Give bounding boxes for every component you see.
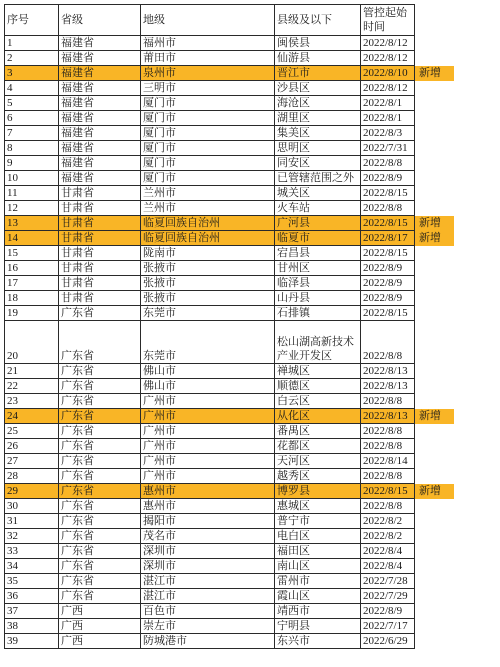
cell-note — [415, 321, 455, 364]
cell-index: 29 — [5, 484, 59, 499]
table-row — [5, 559, 455, 574]
cell-province: 福建省 — [59, 51, 141, 66]
cell-province: 福建省 — [59, 96, 141, 111]
cell-city: 东莞市 — [141, 321, 275, 364]
cell-note — [415, 364, 455, 379]
cell-date: 2022/8/15 — [361, 186, 415, 201]
cell-date: 2022/7/31 — [361, 141, 415, 156]
cell-index: 14 — [5, 231, 59, 246]
cell-note — [415, 589, 455, 604]
cell-province: 甘肃省 — [59, 201, 141, 216]
cell-note — [415, 544, 455, 559]
cell-index: 7 — [5, 126, 59, 141]
cell-city: 广州市 — [141, 394, 275, 409]
cell-note — [415, 126, 455, 141]
cell-province: 甘肃省 — [59, 261, 141, 276]
table-row — [5, 231, 455, 246]
cell-province: 广西 — [59, 619, 141, 634]
table-row — [5, 619, 455, 634]
cell-date: 2022/8/12 — [361, 36, 415, 51]
header-index: 序号 — [5, 5, 59, 36]
cell-date: 2022/8/2 — [361, 529, 415, 544]
cell-note — [415, 81, 455, 96]
table-row — [5, 201, 455, 216]
cell-date: 2022/8/15 — [361, 216, 415, 231]
cell-county: 靖西市 — [275, 604, 361, 619]
cell-city: 深圳市 — [141, 544, 275, 559]
table-row — [5, 171, 455, 186]
cell-city: 厦门市 — [141, 171, 275, 186]
cell-province: 广西 — [59, 604, 141, 619]
cell-county: 番禺区 — [275, 424, 361, 439]
cell-province: 广东省 — [59, 321, 141, 364]
cell-index: 9 — [5, 156, 59, 171]
cell-index: 23 — [5, 394, 59, 409]
cell-note — [415, 499, 455, 514]
cell-date: 2022/8/8 — [361, 156, 415, 171]
cell-province: 广东省 — [59, 484, 141, 499]
table-row — [5, 291, 455, 306]
cell-date: 2022/8/12 — [361, 81, 415, 96]
cell-province: 广东省 — [59, 306, 141, 321]
cell-county: 从化区 — [275, 409, 361, 424]
cell-note — [415, 559, 455, 574]
cell-province: 甘肃省 — [59, 246, 141, 261]
table-row — [5, 186, 455, 201]
cell-city: 广州市 — [141, 424, 275, 439]
cell-city: 惠州市 — [141, 484, 275, 499]
table-row — [5, 364, 455, 379]
cell-province: 广东省 — [59, 439, 141, 454]
cell-index: 37 — [5, 604, 59, 619]
header-note — [415, 5, 455, 36]
cell-index: 30 — [5, 499, 59, 514]
cell-date: 2022/8/15 — [361, 484, 415, 499]
cell-index: 10 — [5, 171, 59, 186]
table-row — [5, 156, 455, 171]
cell-date: 2022/8/8 — [361, 201, 415, 216]
cell-county: 火车站 — [275, 201, 361, 216]
cell-date: 2022/8/4 — [361, 559, 415, 574]
cell-city: 深圳市 — [141, 559, 275, 574]
cell-note — [415, 514, 455, 529]
cell-county: 惠城区 — [275, 499, 361, 514]
cell-index: 22 — [5, 379, 59, 394]
cell-county: 普宁市 — [275, 514, 361, 529]
table-row — [5, 321, 455, 364]
table-row — [5, 81, 455, 96]
cell-county: 电白区 — [275, 529, 361, 544]
cell-date: 2022/8/13 — [361, 409, 415, 424]
cell-index: 36 — [5, 589, 59, 604]
cell-date: 2022/8/13 — [361, 364, 415, 379]
cell-county: 宕昌县 — [275, 246, 361, 261]
cell-note — [415, 246, 455, 261]
cell-city: 湛江市 — [141, 589, 275, 604]
header-date-line1: 管控起始 — [363, 6, 407, 19]
cell-note — [415, 306, 455, 321]
cell-index: 11 — [5, 186, 59, 201]
cell-county: 集美区 — [275, 126, 361, 141]
cell-city: 福州市 — [141, 36, 275, 51]
table-row — [5, 66, 455, 81]
table-row — [5, 379, 455, 394]
cell-city: 厦门市 — [141, 126, 275, 141]
cell-county: 海沧区 — [275, 96, 361, 111]
table-row — [5, 306, 455, 321]
header-province: 省级 — [59, 5, 141, 36]
cell-note — [415, 96, 455, 111]
cell-index: 24 — [5, 409, 59, 424]
cell-city: 崇左市 — [141, 619, 275, 634]
cell-city: 广州市 — [141, 409, 275, 424]
cell-index: 27 — [5, 454, 59, 469]
cell-date: 2022/8/14 — [361, 454, 415, 469]
cell-index: 5 — [5, 96, 59, 111]
cell-city: 佛山市 — [141, 364, 275, 379]
cell-province: 福建省 — [59, 126, 141, 141]
cell-note — [415, 529, 455, 544]
cell-date: 2022/8/9 — [361, 604, 415, 619]
table-row — [5, 96, 455, 111]
cell-index: 18 — [5, 291, 59, 306]
cell-county: 已管辖范围之外 — [275, 171, 361, 186]
spreadsheet — [4, 4, 455, 649]
cell-index: 6 — [5, 111, 59, 126]
cell-note — [415, 276, 455, 291]
cell-index: 31 — [5, 514, 59, 529]
cell-index: 25 — [5, 424, 59, 439]
header-row — [5, 5, 455, 36]
cell-county: 花都区 — [275, 439, 361, 454]
table-row — [5, 394, 455, 409]
cell-date: 2022/8/9 — [361, 261, 415, 276]
table-row — [5, 484, 455, 499]
table-row — [5, 454, 455, 469]
header-date-line2: 时间 — [363, 20, 385, 33]
cell-note — [415, 186, 455, 201]
cell-county: 城关区 — [275, 186, 361, 201]
cell-index: 15 — [5, 246, 59, 261]
cell-county: 山丹县 — [275, 291, 361, 306]
cell-county: 禅城区 — [275, 364, 361, 379]
cell-province: 广东省 — [59, 559, 141, 574]
table-row — [5, 51, 455, 66]
cell-date: 2022/8/8 — [361, 394, 415, 409]
table-row — [5, 216, 455, 231]
cell-note — [415, 291, 455, 306]
cell-note: 新增 — [415, 231, 455, 246]
cell-date: 2022/8/9 — [361, 171, 415, 186]
table-row — [5, 499, 455, 514]
cell-county: 宁明县 — [275, 619, 361, 634]
cell-date: 2022/8/3 — [361, 126, 415, 141]
cell-note — [415, 141, 455, 156]
cell-county: 仙游县 — [275, 51, 361, 66]
cell-note — [415, 201, 455, 216]
cell-date: 2022/8/9 — [361, 291, 415, 306]
cell-province: 福建省 — [59, 156, 141, 171]
cell-city: 百色市 — [141, 604, 275, 619]
cell-city: 陇南市 — [141, 246, 275, 261]
cell-date: 2022/7/29 — [361, 589, 415, 604]
cell-province: 福建省 — [59, 141, 141, 156]
cell-county: 南山区 — [275, 559, 361, 574]
cell-county: 同安区 — [275, 156, 361, 171]
table-row — [5, 469, 455, 484]
cell-index: 26 — [5, 439, 59, 454]
cell-county: 天河区 — [275, 454, 361, 469]
cell-city: 厦门市 — [141, 141, 275, 156]
cell-date: 2022/8/8 — [361, 439, 415, 454]
cell-date: 2022/8/8 — [361, 499, 415, 514]
cell-city: 佛山市 — [141, 379, 275, 394]
cell-province: 广东省 — [59, 574, 141, 589]
cell-date: 2022/8/2 — [361, 514, 415, 529]
cell-province: 广东省 — [59, 529, 141, 544]
table-body — [5, 36, 455, 649]
cell-note: 新增 — [415, 409, 455, 424]
cell-note — [415, 261, 455, 276]
cell-date: 2022/8/12 — [361, 51, 415, 66]
cell-date: 2022/8/4 — [361, 544, 415, 559]
table-row — [5, 634, 455, 649]
cell-province: 广东省 — [59, 379, 141, 394]
cell-note — [415, 424, 455, 439]
cell-city: 兰州市 — [141, 186, 275, 201]
table-row — [5, 276, 455, 291]
table-row — [5, 589, 455, 604]
cell-city: 揭阳市 — [141, 514, 275, 529]
cell-index: 39 — [5, 634, 59, 649]
cell-index: 38 — [5, 619, 59, 634]
cell-index: 35 — [5, 574, 59, 589]
cell-city: 张掖市 — [141, 276, 275, 291]
table-row — [5, 246, 455, 261]
header-date — [361, 5, 415, 36]
cell-index: 28 — [5, 469, 59, 484]
cell-county: 东兴市 — [275, 634, 361, 649]
cell-index: 19 — [5, 306, 59, 321]
cell-index: 32 — [5, 529, 59, 544]
cell-city: 临夏回族自治州 — [141, 231, 275, 246]
cell-index: 17 — [5, 276, 59, 291]
cell-date: 2022/6/29 — [361, 634, 415, 649]
cell-note — [415, 156, 455, 171]
cell-province: 福建省 — [59, 66, 141, 81]
cell-city: 广州市 — [141, 454, 275, 469]
cell-note: 新增 — [415, 484, 455, 499]
cell-note — [415, 111, 455, 126]
cell-province: 甘肃省 — [59, 276, 141, 291]
cell-date: 2022/8/8 — [361, 424, 415, 439]
cell-city: 兰州市 — [141, 201, 275, 216]
header-county: 县级及以下 — [275, 5, 361, 36]
cell-index: 3 — [5, 66, 59, 81]
table-row — [5, 261, 455, 276]
cell-county: 白云区 — [275, 394, 361, 409]
table-row — [5, 604, 455, 619]
table-row — [5, 424, 455, 439]
cell-date: 2022/8/9 — [361, 276, 415, 291]
table-row — [5, 529, 455, 544]
cell-note — [415, 634, 455, 649]
table-row — [5, 141, 455, 156]
table-row — [5, 514, 455, 529]
cell-index: 1 — [5, 36, 59, 51]
cell-city: 防城港市 — [141, 634, 275, 649]
cell-city: 泉州市 — [141, 66, 275, 81]
cell-date: 2022/8/15 — [361, 246, 415, 261]
cell-province: 广东省 — [59, 514, 141, 529]
cell-index: 34 — [5, 559, 59, 574]
cell-city: 厦门市 — [141, 156, 275, 171]
cell-province: 广东省 — [59, 544, 141, 559]
cell-province: 广东省 — [59, 394, 141, 409]
cell-county: 福田区 — [275, 544, 361, 559]
cell-note — [415, 51, 455, 66]
cell-index: 16 — [5, 261, 59, 276]
cell-note — [415, 379, 455, 394]
cell-date: 2022/8/13 — [361, 379, 415, 394]
cell-city: 厦门市 — [141, 96, 275, 111]
cell-county: 思明区 — [275, 141, 361, 156]
cell-note — [415, 469, 455, 484]
cell-city: 惠州市 — [141, 499, 275, 514]
cell-city: 莆田市 — [141, 51, 275, 66]
cell-city: 厦门市 — [141, 111, 275, 126]
cell-county: 广河县 — [275, 216, 361, 231]
cell-note: 新增 — [415, 66, 455, 81]
cell-date: 2022/8/8 — [361, 321, 415, 364]
cell-note — [415, 619, 455, 634]
cell-province: 广东省 — [59, 469, 141, 484]
cell-date: 2022/8/15 — [361, 306, 415, 321]
cell-province: 福建省 — [59, 171, 141, 186]
cell-note: 新增 — [415, 216, 455, 231]
cell-date: 2022/8/17 — [361, 231, 415, 246]
cell-index: 33 — [5, 544, 59, 559]
cell-county: 临泽县 — [275, 276, 361, 291]
cell-city: 广州市 — [141, 439, 275, 454]
cell-date: 2022/8/10 — [361, 66, 415, 81]
cell-index: 2 — [5, 51, 59, 66]
cell-province: 甘肃省 — [59, 216, 141, 231]
cell-index: 13 — [5, 216, 59, 231]
cell-date: 2022/8/1 — [361, 111, 415, 126]
cell-city: 东莞市 — [141, 306, 275, 321]
table-row — [5, 111, 455, 126]
cell-county: 博罗县 — [275, 484, 361, 499]
cell-city: 湛江市 — [141, 574, 275, 589]
table-row — [5, 409, 455, 424]
cell-date: 2022/7/17 — [361, 619, 415, 634]
cell-province: 福建省 — [59, 111, 141, 126]
cell-county: 湖里区 — [275, 111, 361, 126]
cell-province: 甘肃省 — [59, 291, 141, 306]
header-city: 地级 — [141, 5, 275, 36]
cell-county: 松山湖高新技术产业开发区 — [275, 321, 361, 364]
cell-note — [415, 454, 455, 469]
cell-note — [415, 36, 455, 51]
cell-index: 8 — [5, 141, 59, 156]
cell-city: 张掖市 — [141, 261, 275, 276]
cell-city: 三明市 — [141, 81, 275, 96]
table-row — [5, 544, 455, 559]
cell-county: 闽侯县 — [275, 36, 361, 51]
cell-province: 广东省 — [59, 424, 141, 439]
cell-province: 广东省 — [59, 454, 141, 469]
table-row — [5, 574, 455, 589]
cell-city: 茂名市 — [141, 529, 275, 544]
cell-county: 雷州市 — [275, 574, 361, 589]
cell-province: 甘肃省 — [59, 231, 141, 246]
cell-city: 广州市 — [141, 469, 275, 484]
cell-county: 晋江市 — [275, 66, 361, 81]
cell-province: 福建省 — [59, 36, 141, 51]
cell-note — [415, 171, 455, 186]
table-row — [5, 126, 455, 141]
cell-note — [415, 394, 455, 409]
cell-city: 临夏回族自治州 — [141, 216, 275, 231]
cell-city: 张掖市 — [141, 291, 275, 306]
cell-index: 4 — [5, 81, 59, 96]
cell-note — [415, 574, 455, 589]
cell-province: 广东省 — [59, 499, 141, 514]
cell-county: 越秀区 — [275, 469, 361, 484]
cell-index: 20 — [5, 321, 59, 364]
cell-date: 2022/8/8 — [361, 469, 415, 484]
cell-county: 霞山区 — [275, 589, 361, 604]
cell-province: 福建省 — [59, 81, 141, 96]
cell-province: 甘肃省 — [59, 186, 141, 201]
cell-county: 石排镇 — [275, 306, 361, 321]
cell-province: 广东省 — [59, 589, 141, 604]
cell-county: 甘州区 — [275, 261, 361, 276]
cell-date: 2022/8/1 — [361, 96, 415, 111]
table-row — [5, 36, 455, 51]
cell-province: 广东省 — [59, 409, 141, 424]
control-area-table — [4, 4, 455, 649]
cell-note — [415, 604, 455, 619]
cell-county: 沙县区 — [275, 81, 361, 96]
cell-province: 广东省 — [59, 364, 141, 379]
cell-index: 21 — [5, 364, 59, 379]
table-row — [5, 439, 455, 454]
cell-note — [415, 439, 455, 454]
cell-county: 顺德区 — [275, 379, 361, 394]
cell-province: 广西 — [59, 634, 141, 649]
cell-county: 临夏市 — [275, 231, 361, 246]
cell-date: 2022/7/28 — [361, 574, 415, 589]
cell-index: 12 — [5, 201, 59, 216]
